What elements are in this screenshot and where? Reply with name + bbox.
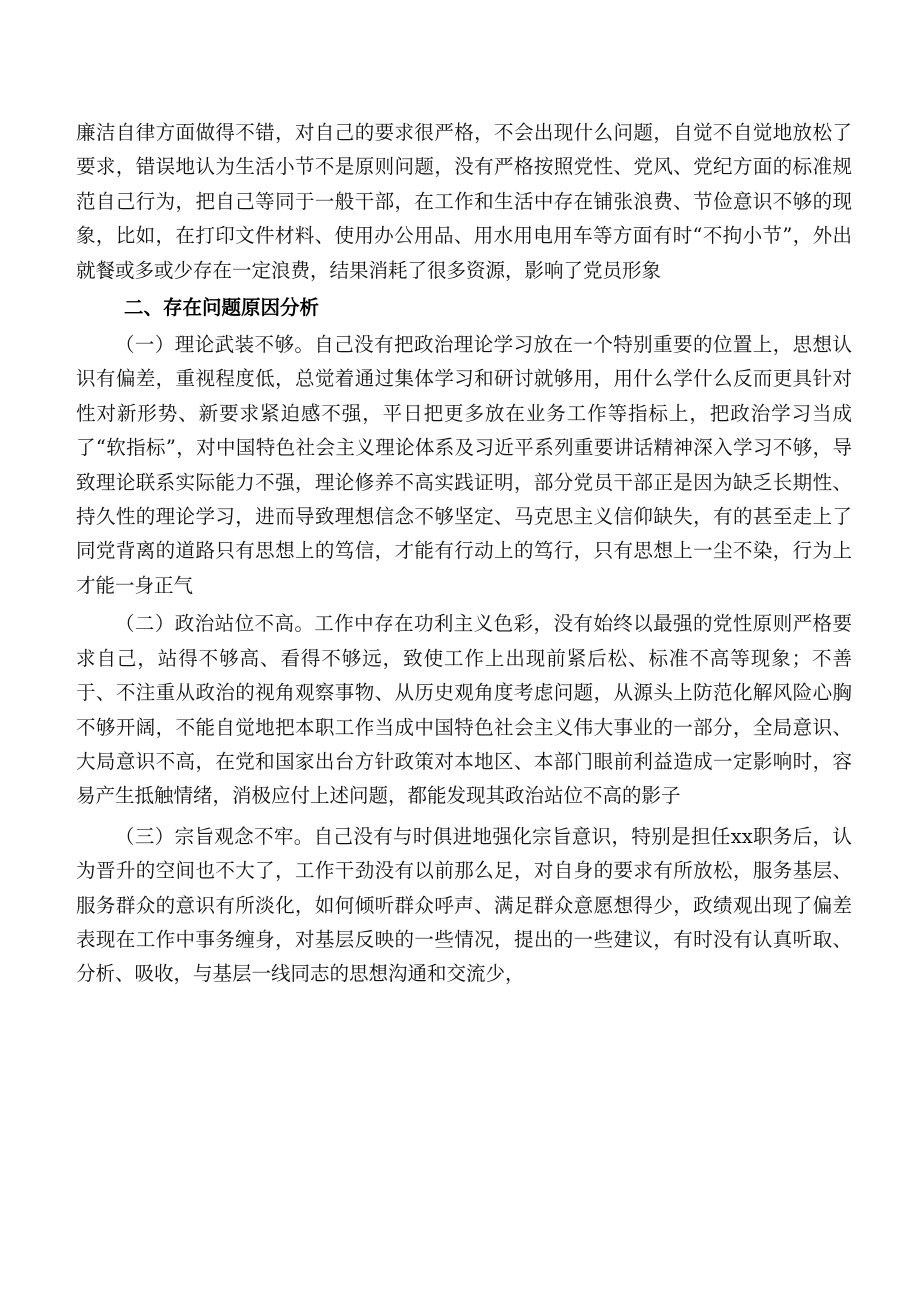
paragraph-theory-armament: （一）理论武装不够。自己没有把政治理论学习放在一个特别重要的位置上，思想认识有偏差，重视程度低，总觉着通过集体学习和研讨就够用，用什么学什么反而更具针对性对新形势、新要求紧迫感不强，平日把更多放在业务工作等指标上，把政治学习当成了“软指标”，对中国特色社会主义理论体系及习近平系列重要讲话精神深入学习不够，导致理论联系实际能力不强，理论修养不高实践证明，部分党员干部正是因为缺乏长期性、持久性的理论学习，进而导致理想信念不够坚定、马克思主义信仰缺失，有的甚至走上了同党背离的道路只有思想上的笃信，才能有行动上的笃行，只有思想上一尘不染，行为上才能一身正气	[76, 333, 852, 597]
paragraph-purpose-concept: （三）宗旨观念不牢。自己没有与时俱进地强化宗旨意识，特别是担任xx职务后，认为晋升的空间也不大了，工作干劲没有以前那么足，对自身的要求有所放松，服务基层、服务群众的意识有所淡化，如何倾听群众呼声、满足群众意愿想得少，政绩观出现了偏差表现在工作中事务缠身，对基层反映的一些情况，提出的一些建议，有时没有认真听取、分析、吸收，与基层一线同志的思想沟通和交流少，	[76, 824, 852, 986]
section-heading-cause-analysis: 二、存在问题原因分析	[124, 296, 320, 320]
paragraph-political-stance: （二）政治站位不高。工作中存在功利主义色彩，没有始终以最强的党性原则严格要求自己，站得不够高、看得不够远，致使工作上出现前紧后松、标准不高等现象；不善于、不注重从政治的视角观察事物、从历史观角度考虑问题，从源头上防范化解风险心胸不够开阔，不能自觉地把本职工作当成中国特色社会主义伟大事业的一部分，全局意识、大局意识不高，在党和国家出台方针政策对本地区、本部门眼前利益造成一定影响时，容易产生抵触情绪，消极应付上述问题，都能发现其政治站位不高的影子	[76, 612, 852, 808]
document-body	[76, 116, 852, 992]
paragraph-continuation: 廉洁自律方面做得不错，对自己的要求很严格，不会出现什么问题，自觉不自觉地放松了要求，错误地认为生活小节不是原则问题，没有严格按照党性、党风、党纪方面的标准规范自己行为，把自己等同于一般干部，在工作和生活中存在铺张浪费、节俭意识不够的现象，比如，在打印文件材料、使用办公用品、用水用电用车等方面有时“不拘小节”，外出就餐或多或少存在一定浪费，结果消耗了很多资源，影响了党员形象	[76, 121, 852, 282]
